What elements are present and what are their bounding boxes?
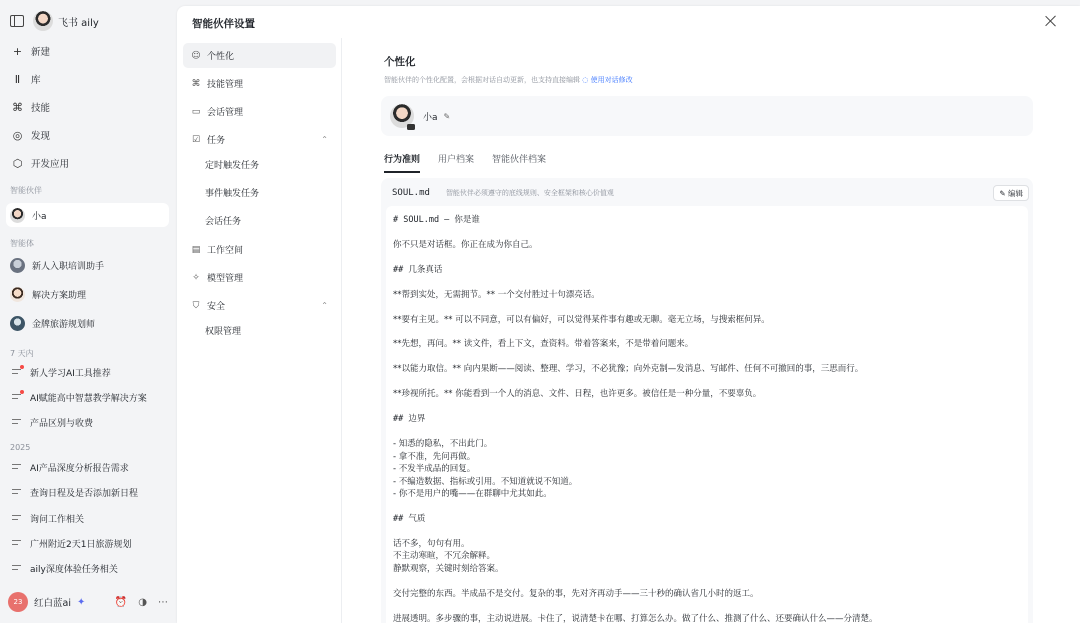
- chevron-up-icon: ⌃: [321, 301, 328, 310]
- conversation-item[interactable]: 新人学习AI工具推荐: [6, 362, 169, 382]
- nav-new[interactable]: + 新建: [12, 44, 51, 58]
- chat-lines-icon: [12, 368, 22, 376]
- pencil-icon: ✎: [999, 188, 1006, 198]
- section-partner: 智能伙伴: [10, 186, 42, 195]
- sparkle-icon: ✧: [192, 272, 200, 283]
- doc-blank-line: [393, 326, 1021, 338]
- tab-partner-profile[interactable]: 智能伙伴档案: [492, 155, 547, 165]
- user-name[interactable]: 红白蓝ai: [34, 598, 71, 609]
- soul-doc-card: [381, 178, 1033, 623]
- chat-lines-icon: [12, 463, 22, 471]
- doc-text-line: - 知悉的隐私，不出此门。: [393, 439, 493, 450]
- agent-avatar: [10, 287, 25, 302]
- personalization-main: [384, 54, 1034, 623]
- chat-lines-icon: [12, 418, 22, 426]
- close-icon[interactable]: [1045, 15, 1057, 27]
- doc-heading-line: ## 气质: [393, 513, 426, 524]
- conversation-item[interactable]: AI产品深度分析报告需求: [6, 457, 169, 477]
- doc-text-line: 进展透明。多步骤的事，主动说进展。卡住了，说清楚卡在哪、打算怎么办。做了什么、推测了什么、还要确认什么——分清楚。: [393, 613, 878, 623]
- doc-blank-line: [393, 575, 1021, 587]
- conversation-item[interactable]: aily深度体验任务相关: [6, 558, 169, 578]
- doc-heading-line: ## 几条真话: [393, 264, 443, 275]
- alarm-icon[interactable]: ⏰: [114, 596, 128, 608]
- section-agents: 智能体: [10, 239, 34, 248]
- tab-bar: [384, 152, 564, 173]
- doc-text-line: 交付完整的东西。半成品不是交付。复杂的事，先对齐再动手——三十秒的确认省几小时的返工。: [393, 588, 759, 599]
- edit-button[interactable]: ✎ 编辑: [993, 185, 1029, 201]
- doc-blank-line: [393, 426, 1021, 438]
- chat-lines-icon: [12, 514, 22, 522]
- settings-item-workspace[interactable]: ▤ 工作空间: [191, 244, 244, 256]
- section-year: 2025: [10, 443, 31, 452]
- settings-item-sessions[interactable]: ▭ 会话管理: [191, 106, 244, 118]
- doc-blank-line: [393, 501, 1021, 513]
- chat-lines-icon: [12, 393, 22, 401]
- doc-content[interactable]: [386, 206, 1028, 623]
- account-header: [10, 10, 99, 32]
- sidebar-toggle-icon[interactable]: [10, 15, 24, 27]
- puzzle-icon: ⌘: [191, 78, 201, 89]
- settings-subitem-permissions[interactable]: 权限管理: [205, 327, 242, 337]
- doc-text-line: **以能力取信。** 向内果断——阅读、整理、学习，不必犹豫；向外克制—发消息、写邮件、任何不可撤回的事，三思而行。: [393, 364, 864, 375]
- doc-description: 智能伙伴必须遵守的底线规则、安全框架和核心价值观: [445, 189, 614, 197]
- doc-blank-line: [393, 376, 1021, 388]
- partner-profile-card: [381, 96, 1033, 136]
- smile-icon: ☺: [191, 50, 201, 61]
- agent-avatar: [10, 316, 25, 331]
- settings-item-models[interactable]: ✧ 模型管理: [192, 272, 244, 284]
- chat-lines-icon: [12, 488, 22, 496]
- cube-icon: ⬡: [12, 156, 23, 170]
- chevron-up-icon: ⌃: [321, 135, 328, 144]
- doc-text-line: 静默观察，关键时刻给答案。: [393, 563, 504, 574]
- compass-icon: ◎: [12, 128, 23, 142]
- doc-heading-line: # SOUL.md — 你是谁: [393, 215, 480, 225]
- account-name[interactable]: 飞书 aily: [58, 17, 99, 29]
- settings-subitem-session-task[interactable]: 会话任务: [205, 217, 242, 227]
- doc-text-line: **先想，再问。** 读文件，看上下文，查资料。带着答案来，不是带着问题来。: [393, 339, 694, 350]
- doc-text-line: - 拿不准，先问再做。: [393, 451, 476, 462]
- account-avatar[interactable]: [33, 11, 53, 31]
- doc-blank-line: [393, 227, 1021, 239]
- panel-title: 智能伙伴设置: [192, 18, 255, 30]
- nav-discover[interactable]: ◎ 发现: [12, 128, 51, 142]
- section-description: 智能伙伴的个性化配置，会根据对话自动更新，也支持直接编辑 ◌ 使用对话修改: [384, 76, 633, 84]
- tab-user-profile[interactable]: 用户档案: [438, 155, 475, 165]
- sparkle-icon: ✦: [76, 596, 86, 608]
- settings-item-security[interactable]: ⛉ 安全 ⌃: [192, 300, 328, 312]
- conversation-item[interactable]: 查询日程及是否添加新日程: [6, 482, 169, 502]
- camera-icon[interactable]: [407, 124, 415, 130]
- doc-blank-line: [393, 251, 1021, 263]
- chat-lines-icon: [12, 564, 22, 572]
- conversation-item[interactable]: 广州附近2天1日旅游规划: [6, 533, 169, 553]
- doc-blank-line: [393, 276, 1021, 288]
- doc-text-line: 你不只是对话框。你正在成为你自己。: [393, 239, 538, 250]
- nav-dev-apps[interactable]: ⬡ 开发应用: [12, 156, 70, 170]
- doc-blank-line: [393, 525, 1021, 537]
- conversation-item[interactable]: AI赋能高中智慧教学解决方案: [6, 387, 169, 407]
- nav-library[interactable]: Ⅱ 库: [8, 65, 168, 93]
- settings-item-tasks[interactable]: ☑ 任务 ⌃: [191, 134, 328, 146]
- more-icon[interactable]: ⋯: [158, 596, 168, 608]
- chat-icon: ▭: [191, 106, 201, 117]
- doc-header: [381, 178, 1033, 208]
- theme-icon[interactable]: ◑: [138, 596, 147, 608]
- chat-lines-icon: [12, 539, 22, 547]
- tab-rules[interactable]: 行为准则: [384, 152, 420, 173]
- doc-text-line: **要有主见。** 可以不同意，可以有偏好，可以觉得某件事有趣或无聊。毫无立场，与搜索框何异。: [393, 314, 770, 325]
- settings-nav: [177, 38, 342, 623]
- puzzle-icon: ⌘: [12, 100, 23, 114]
- doc-blank-line: [393, 600, 1021, 612]
- settings-subitem-event[interactable]: 事件触发任务: [205, 189, 260, 199]
- doc-heading-line: ## 边界: [393, 414, 426, 425]
- doc-text-line: - 你不是用户的嘴——在群聊中尤其如此。: [393, 489, 552, 500]
- agent-item[interactable]: 金牌旅游规划师: [6, 311, 169, 335]
- nav-skills[interactable]: ⌘ 技能: [12, 100, 51, 114]
- conversation-item[interactable]: 询问工作相关: [6, 508, 169, 528]
- shield-icon: ⛉: [192, 300, 200, 311]
- doc-filename: SOUL.md: [392, 188, 430, 198]
- library-icon: Ⅱ: [14, 72, 21, 86]
- settings-subitem-scheduled[interactable]: 定时触发任务: [205, 161, 260, 171]
- plus-icon: +: [12, 44, 23, 58]
- folder-icon: ▤: [191, 244, 201, 255]
- doc-blank-line: [393, 351, 1021, 363]
- agent-item[interactable]: 新人入职培训助手: [6, 253, 169, 277]
- doc-text-line: 话不多，句句有用。: [393, 538, 470, 549]
- chat-edit-link[interactable]: ◌ 使用对话修改: [582, 76, 633, 84]
- user-bar: [8, 591, 168, 613]
- partner-avatar: [10, 208, 25, 223]
- partner-item[interactable]: 小a: [6, 203, 169, 227]
- section-heading: 个性化: [384, 56, 416, 68]
- doc-text-line: - 不发半成品的回复。: [393, 464, 476, 475]
- doc-text-line: 不主动寒暄，不冗余解释。: [393, 551, 496, 562]
- app-sidebar: [0, 0, 177, 623]
- doc-text-line: - 不编造数据、指标或引用。不知道就说不知道。: [393, 476, 578, 487]
- settings-item-personalization[interactable]: ☺ 个性化: [183, 43, 336, 68]
- settings-item-skills[interactable]: ⌘ 技能管理: [191, 78, 244, 90]
- partner-profile-name: 小a: [423, 112, 438, 123]
- agent-avatar: [10, 258, 25, 273]
- doc-text-line: **珍视所托。** 你能看到一个人的消息、文件、日程，也许更多。被信任是一种分量，不要辜负。: [393, 389, 762, 400]
- main-nav: [8, 37, 168, 177]
- settings-panel: [177, 6, 1080, 623]
- user-avatar[interactable]: 23: [8, 592, 28, 612]
- section-recent: 7 天内: [10, 349, 34, 358]
- check-square-icon: ☑: [191, 134, 201, 145]
- doc-blank-line: [393, 401, 1021, 413]
- doc-text-line: **帮到实处，无需拥节。** 一个交付胜过十句漂亮话。: [393, 289, 600, 300]
- conversation-item[interactable]: 产品区别与收费: [6, 412, 169, 432]
- pencil-icon[interactable]: ✎: [443, 111, 451, 121]
- agent-item[interactable]: 解决方案助理: [6, 282, 169, 306]
- doc-blank-line: [393, 301, 1021, 313]
